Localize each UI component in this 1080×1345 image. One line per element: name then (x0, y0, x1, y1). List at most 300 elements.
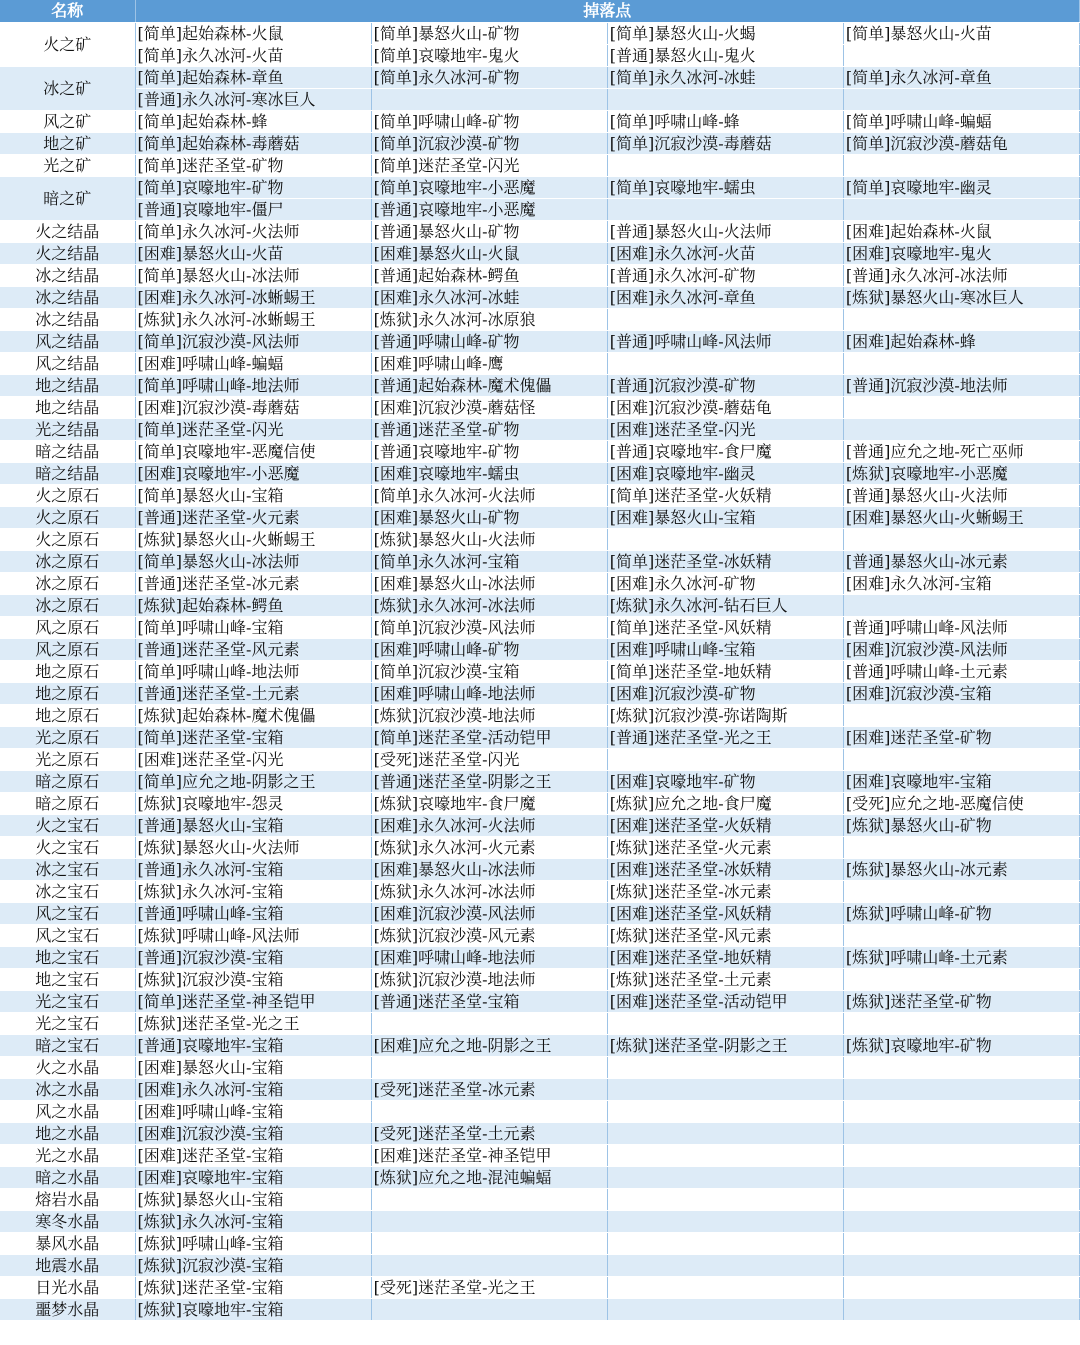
drop-location-cell: [炼狱]呼啸山峰-土元素 (843, 946, 1079, 968)
material-name-cell: 光之原石 (0, 748, 135, 770)
table-row (0, 66, 1080, 88)
material-name-cell: 冰之结晶 (0, 286, 135, 308)
drop-location-cell: [简单]永久冰河-矿物 (371, 66, 607, 88)
drop-location-cell: [困难]迷茫圣堂-宝箱 (135, 1144, 371, 1166)
table-row (0, 22, 1080, 44)
drop-location-cell: [简单]起始森林-毒蘑菇 (135, 132, 371, 154)
drop-location-cell: [困难]暴怒火山-火蜥蜴王 (843, 506, 1079, 528)
table-body (0, 22, 1080, 1320)
material-name-cell: 风之结晶 (0, 330, 135, 352)
drop-location-cell (843, 704, 1079, 726)
drop-location-cell: [简单]迷茫圣堂-矿物 (135, 154, 371, 176)
drop-location-cell: [简单]永久冰河-火法师 (135, 220, 371, 242)
table-row (0, 572, 1080, 594)
table-row (0, 1034, 1080, 1056)
table-row (0, 1166, 1080, 1188)
column-header-name: 名称 (0, 0, 135, 22)
material-name-cell: 冰之结晶 (0, 264, 135, 286)
drop-location-cell: [困难]沉寂沙漠-风法师 (843, 638, 1079, 660)
drop-location-cell: [简单]暴怒火山-冰法师 (135, 264, 371, 286)
drop-location-cell: [炼狱]哀嚎地牢-食尸魔 (371, 792, 607, 814)
drop-location-cell: [炼狱]暴怒火山-宝箱 (135, 1188, 371, 1210)
drop-location-cell (607, 1232, 843, 1254)
material-name-cell: 熔岩水晶 (0, 1188, 135, 1210)
material-name-cell: 地之原石 (0, 704, 135, 726)
table-row (0, 1144, 1080, 1166)
table-row (0, 924, 1080, 946)
drop-location-cell: [炼狱]永久冰河-冰原狼 (371, 308, 607, 330)
table-row (0, 1210, 1080, 1232)
drop-location-cell (843, 1188, 1079, 1210)
drop-location-cell: [困难]沉寂沙漠-风法师 (371, 902, 607, 924)
drop-location-cell: [炼狱]迷茫圣堂-冰元素 (607, 880, 843, 902)
drop-location-cell: [炼狱]沉寂沙漠-宝箱 (135, 1254, 371, 1276)
drop-location-cell (607, 528, 843, 550)
drop-location-cell: [简单]永久冰河-火法师 (371, 484, 607, 506)
drop-location-cell: [炼狱]迷茫圣堂-阴影之王 (607, 1034, 843, 1056)
drop-location-cell (843, 1144, 1079, 1166)
material-name-cell: 风之矿 (0, 110, 135, 132)
drop-location-cell: [普通]永久冰河-矿物 (607, 264, 843, 286)
drop-location-cell: [炼狱]永久冰河-冰法师 (371, 880, 607, 902)
drop-location-cell: [炼狱]迷茫圣堂-风元素 (607, 924, 843, 946)
drop-location-cell: [炼狱]迷茫圣堂-宝箱 (135, 1276, 371, 1298)
material-name-cell: 火之水晶 (0, 1056, 135, 1078)
drop-location-cell: [炼狱]迷茫圣堂-火元素 (607, 836, 843, 858)
table-row (0, 242, 1080, 264)
drop-location-cell (607, 88, 843, 110)
table-row (0, 638, 1080, 660)
table-row (0, 990, 1080, 1012)
table-row (0, 440, 1080, 462)
material-name-cell: 地之结晶 (0, 374, 135, 396)
table-row (0, 792, 1080, 814)
drop-location-cell (843, 1298, 1079, 1320)
drop-location-cell (843, 1078, 1079, 1100)
drop-location-cell: [炼狱]呼啸山峰-矿物 (843, 902, 1079, 924)
material-name-cell: 地之原石 (0, 660, 135, 682)
table-row (0, 968, 1080, 990)
drop-location-cell: [困难]永久冰河-宝箱 (135, 1078, 371, 1100)
material-name-cell: 火之结晶 (0, 220, 135, 242)
drop-location-cell (843, 198, 1079, 220)
material-name-cell: 火之原石 (0, 528, 135, 550)
table-row (0, 154, 1080, 176)
drop-location-cell: [困难]永久冰河-章鱼 (607, 286, 843, 308)
table-row (0, 704, 1080, 726)
drop-location-cell: [困难]应允之地-阴影之王 (371, 1034, 607, 1056)
material-name-cell: 光之结晶 (0, 418, 135, 440)
table-row (0, 1012, 1080, 1034)
drop-location-cell (843, 1232, 1079, 1254)
drop-location-cell: [简单]迷茫圣堂-宝箱 (135, 726, 371, 748)
drop-location-cell: [普通]哀嚎地牢-小恶魔 (371, 198, 607, 220)
table-row (0, 462, 1080, 484)
table-row (0, 1188, 1080, 1210)
drop-location-cell: [困难]暴怒火山-宝箱 (135, 1056, 371, 1078)
drop-location-cell: [普通]暴怒火山-冰元素 (843, 550, 1079, 572)
drop-location-cell: [炼狱]哀嚎地牢-矿物 (843, 1034, 1079, 1056)
material-name-cell: 冰之结晶 (0, 308, 135, 330)
table-row (0, 88, 1080, 110)
drop-location-cell: [普通]暴怒火山-火法师 (607, 220, 843, 242)
drop-location-cell: [困难]呼啸山峰-蝙蝠 (135, 352, 371, 374)
material-name-cell: 风之原石 (0, 616, 135, 638)
drop-location-cell: [普通]迷茫圣堂-火元素 (135, 506, 371, 528)
material-name-cell: 风之结晶 (0, 352, 135, 374)
table-row (0, 902, 1080, 924)
drop-location-cell: [简单]暴怒火山-冰法师 (135, 550, 371, 572)
drop-location-cell (371, 1188, 607, 1210)
drop-location-cell (843, 1012, 1079, 1034)
drop-location-cell: [普通]迷茫圣堂-光之王 (607, 726, 843, 748)
drop-location-cell: [炼狱]沉寂沙漠-地法师 (371, 968, 607, 990)
drop-location-cell: [炼狱]沉寂沙漠-弥诺陶斯 (607, 704, 843, 726)
drop-location-cell: [困难]沉寂沙漠-宝箱 (843, 682, 1079, 704)
drop-location-cell (371, 1012, 607, 1034)
drop-location-cell: [困难]永久冰河-火苗 (607, 242, 843, 264)
table-row (0, 726, 1080, 748)
drop-location-cell: [困难]迷茫圣堂-风妖精 (607, 902, 843, 924)
drop-location-cell: [简单]呼啸山峰-地法师 (135, 660, 371, 682)
table-row (0, 418, 1080, 440)
drop-location-cell (843, 1276, 1079, 1298)
drop-location-cell (607, 1122, 843, 1144)
drop-location-cell (371, 1254, 607, 1276)
drop-location-cell (843, 1210, 1079, 1232)
drop-location-cell: [困难]沉寂沙漠-蘑菇龟 (607, 396, 843, 418)
drop-location-cell: [简单]暴怒火山-宝箱 (135, 484, 371, 506)
drop-location-cell: [困难]哀嚎地牢-小恶魔 (135, 462, 371, 484)
table-row (0, 858, 1080, 880)
drop-location-cell (843, 1166, 1079, 1188)
table-row (0, 308, 1080, 330)
drop-location-cell: [炼狱]起始森林-魔术傀儡 (135, 704, 371, 726)
table-row (0, 374, 1080, 396)
drop-location-cell (843, 1254, 1079, 1276)
drop-location-cell (371, 88, 607, 110)
drop-location-cell: [普通]暴怒火山-鬼火 (607, 44, 843, 66)
drop-location-cell: [困难]呼啸山峰-矿物 (371, 638, 607, 660)
table-row (0, 1122, 1080, 1144)
drop-location-cell: [普通]应允之地-死亡巫师 (843, 440, 1079, 462)
drop-location-cell: [普通]沉寂沙漠-宝箱 (135, 946, 371, 968)
table-row (0, 1298, 1080, 1320)
material-name-cell: 地之结晶 (0, 396, 135, 418)
drop-location-cell (607, 308, 843, 330)
drop-location-cell: [简单]沉寂沙漠-风法师 (371, 616, 607, 638)
table-row (0, 198, 1080, 220)
drop-location-cell: [简单]迷茫圣堂-活动铠甲 (371, 726, 607, 748)
drop-location-cell: [困难]迷茫圣堂-闪光 (607, 418, 843, 440)
table-row (0, 44, 1080, 66)
drop-location-cell: [简单]迷茫圣堂-火妖精 (607, 484, 843, 506)
material-name-cell: 地震水晶 (0, 1254, 135, 1276)
drop-location-cell (607, 1056, 843, 1078)
table-row (0, 396, 1080, 418)
drop-location-cell (607, 154, 843, 176)
drop-location-cell: [简单]暴怒火山-火苗 (843, 22, 1079, 44)
drop-location-cell: [简单]迷茫圣堂-神圣铠甲 (135, 990, 371, 1012)
drop-location-cell (607, 1166, 843, 1188)
drop-location-cell: [普通]哀嚎地牢-食尸魔 (607, 440, 843, 462)
drop-location-cell: [困难]暴怒火山-火鼠 (371, 242, 607, 264)
drop-location-cell: [简单]沉寂沙漠-毒蘑菇 (607, 132, 843, 154)
table-row (0, 770, 1080, 792)
table-row (0, 110, 1080, 132)
drop-location-cell: [普通]永久冰河-宝箱 (135, 858, 371, 880)
material-name-cell: 暗之原石 (0, 792, 135, 814)
drop-location-cell (843, 396, 1079, 418)
drop-location-cell: [炼狱]哀嚎地牢-怨灵 (135, 792, 371, 814)
material-name-cell: 冰之水晶 (0, 1078, 135, 1100)
drop-location-cell: [简单]应允之地-阴影之王 (135, 770, 371, 792)
table-row (0, 594, 1080, 616)
material-name-cell: 冰之原石 (0, 572, 135, 594)
drop-location-cell: [困难]暴怒火山-矿物 (371, 506, 607, 528)
drop-location-cell: [普通]呼啸山峰-宝箱 (135, 902, 371, 924)
material-name-cell: 冰之矿 (0, 66, 135, 110)
material-name-cell: 火之原石 (0, 506, 135, 528)
drop-location-cell: [简单]沉寂沙漠-蘑菇龟 (843, 132, 1079, 154)
drop-location-cell: [普通]迷茫圣堂-风元素 (135, 638, 371, 660)
drop-location-cell: [普通]呼啸山峰-风法师 (607, 330, 843, 352)
drop-location-cell (607, 352, 843, 374)
drop-location-cell (607, 1012, 843, 1034)
table-row (0, 132, 1080, 154)
drop-location-cell: [困难]哀嚎地牢-矿物 (607, 770, 843, 792)
drop-location-cell (843, 1100, 1079, 1122)
drop-location-cell: [困难]永久冰河-冰蜥蜴王 (135, 286, 371, 308)
drop-location-cell: [普通]哀嚎地牢-僵尸 (135, 198, 371, 220)
drop-location-cell (371, 1100, 607, 1122)
drop-location-cell (371, 1232, 607, 1254)
drop-location-cell (607, 198, 843, 220)
drop-location-cell: [困难]哀嚎地牢-鬼火 (843, 242, 1079, 264)
material-name-cell: 风之原石 (0, 638, 135, 660)
drop-location-cell (843, 528, 1079, 550)
table-row (0, 220, 1080, 242)
table-row (0, 528, 1080, 550)
material-name-cell: 光之宝石 (0, 1012, 135, 1034)
drop-location-cell: [受死]迷茫圣堂-闪光 (371, 748, 607, 770)
drop-location-cell: [炼狱]永久冰河-冰法师 (371, 594, 607, 616)
drop-location-cell: [受死]迷茫圣堂-冰元素 (371, 1078, 607, 1100)
drop-location-cell (607, 1144, 843, 1166)
drop-location-cell: [普通]哀嚎地牢-矿物 (371, 440, 607, 462)
drop-location-cell: [炼狱]应允之地-食尸魔 (607, 792, 843, 814)
table-row (0, 748, 1080, 770)
drop-location-cell: [简单]永久冰河-冰蛙 (607, 66, 843, 88)
material-name-cell: 冰之宝石 (0, 880, 135, 902)
drop-location-cell (607, 1210, 843, 1232)
material-name-cell: 光之水晶 (0, 1144, 135, 1166)
drop-location-cell: [炼狱]暴怒火山-火法师 (135, 836, 371, 858)
drop-location-cell (843, 418, 1079, 440)
drop-location-cell: [困难]沉寂沙漠-矿物 (607, 682, 843, 704)
drop-location-cell (843, 1056, 1079, 1078)
material-name-cell: 地之矿 (0, 132, 135, 154)
drop-location-cell: [普通]暴怒火山-宝箱 (135, 814, 371, 836)
drop-location-cell (607, 1188, 843, 1210)
drop-location-cell: [普通]沉寂沙漠-矿物 (607, 374, 843, 396)
drop-location-cell (607, 748, 843, 770)
drop-location-cell (843, 880, 1079, 902)
drop-location-cell: [困难]哀嚎地牢-宝箱 (135, 1166, 371, 1188)
table-header-row (0, 0, 1080, 22)
material-name-cell: 地之宝石 (0, 968, 135, 990)
material-name-cell: 风之宝石 (0, 902, 135, 924)
drop-location-cell: [简单]沉寂沙漠-矿物 (371, 132, 607, 154)
column-header-drops: 掉落点 (135, 0, 1079, 22)
drop-location-cell: [困难]呼啸山峰-宝箱 (135, 1100, 371, 1122)
drop-location-cell: [普通]暴怒火山-火法师 (843, 484, 1079, 506)
drop-location-cell: [炼狱]哀嚎地牢-小恶魔 (843, 462, 1079, 484)
material-name-cell: 噩梦水晶 (0, 1298, 135, 1320)
table-row (0, 1276, 1080, 1298)
drop-location-cell: [普通]沉寂沙漠-地法师 (843, 374, 1079, 396)
drop-location-cell: [普通]永久冰河-寒冰巨人 (135, 88, 371, 110)
drop-location-cell: [困难]暴怒火山-火苗 (135, 242, 371, 264)
drop-location-cell: [困难]迷茫圣堂-活动铠甲 (607, 990, 843, 1012)
drop-location-cell (843, 594, 1079, 616)
table-row (0, 836, 1080, 858)
drop-location-cell: [困难]永久冰河-矿物 (607, 572, 843, 594)
drop-location-cell: [简单]哀嚎地牢-幽灵 (843, 176, 1079, 198)
drop-location-cell (843, 924, 1079, 946)
material-name-cell: 暗之水晶 (0, 1166, 135, 1188)
drop-location-cell: [普通]呼啸山峰-矿物 (371, 330, 607, 352)
drop-location-cell (843, 88, 1079, 110)
drop-location-cell: [困难]暴怒火山-宝箱 (607, 506, 843, 528)
drop-location-cell (371, 1210, 607, 1232)
table-row (0, 880, 1080, 902)
material-name-cell: 火之宝石 (0, 836, 135, 858)
material-name-cell: 风之水晶 (0, 1100, 135, 1122)
material-name-cell: 冰之原石 (0, 550, 135, 572)
drop-location-cell: [普通]起始森林-魔术傀儡 (371, 374, 607, 396)
drop-location-cell: [简单]暴怒火山-矿物 (371, 22, 607, 44)
drop-location-cell: [困难]暴怒火山-冰法师 (371, 572, 607, 594)
material-name-cell: 风之宝石 (0, 924, 135, 946)
material-name-cell: 火之宝石 (0, 814, 135, 836)
table-row (0, 352, 1080, 374)
drop-location-cell: [炼狱]迷茫圣堂-土元素 (607, 968, 843, 990)
drop-location-cell: [简单]迷茫圣堂-地妖精 (607, 660, 843, 682)
drop-location-cell: [困难]永久冰河-火法师 (371, 814, 607, 836)
drop-location-cell: [普通]呼啸山峰-土元素 (843, 660, 1079, 682)
table-row (0, 264, 1080, 286)
drop-location-cell: [简单]沉寂沙漠-风法师 (135, 330, 371, 352)
drop-location-cell (607, 1078, 843, 1100)
table-row (0, 330, 1080, 352)
table-row (0, 682, 1080, 704)
drop-location-cell: [简单]起始森林-蜂 (135, 110, 371, 132)
drop-location-cell: [普通]迷茫圣堂-土元素 (135, 682, 371, 704)
drop-location-cell (843, 308, 1079, 330)
drop-location-cell: [困难]永久冰河-宝箱 (843, 572, 1079, 594)
drop-location-cell: [炼狱]暴怒火山-火蜥蜴王 (135, 528, 371, 550)
drop-location-cell (607, 1276, 843, 1298)
material-name-cell: 日光水晶 (0, 1276, 135, 1298)
drop-location-cell: [简单]迷茫圣堂-风妖精 (607, 616, 843, 638)
drop-location-cell (843, 968, 1079, 990)
drop-location-cell: [炼狱]暴怒火山-冰元素 (843, 858, 1079, 880)
material-name-cell: 暴风水晶 (0, 1232, 135, 1254)
drop-location-cell: [困难]哀嚎地牢-宝箱 (843, 770, 1079, 792)
drop-location-cell (843, 1122, 1079, 1144)
drop-location-cell: [普通]哀嚎地牢-宝箱 (135, 1034, 371, 1056)
drop-location-cell: [炼狱]哀嚎地牢-宝箱 (135, 1298, 371, 1320)
drop-location-cell: [炼狱]呼啸山峰-风法师 (135, 924, 371, 946)
drop-location-cell: [炼狱]永久冰河-宝箱 (135, 1210, 371, 1232)
drop-location-cell: [简单]起始森林-章鱼 (135, 66, 371, 88)
drop-location-cell: [受死]应允之地-恶魔信使 (843, 792, 1079, 814)
drop-location-cell: [困难]迷茫圣堂-地妖精 (607, 946, 843, 968)
drop-location-cell (607, 1100, 843, 1122)
table-row (0, 1232, 1080, 1254)
drop-location-cell: [受死]迷茫圣堂-光之王 (371, 1276, 607, 1298)
drop-location-cell: [简单]呼啸山峰-地法师 (135, 374, 371, 396)
drop-location-cell (843, 836, 1079, 858)
drop-location-cell (607, 1254, 843, 1276)
table-row (0, 1254, 1080, 1276)
drop-location-cell: [简单]永久冰河-章鱼 (843, 66, 1079, 88)
material-name-cell: 寒冬水晶 (0, 1210, 135, 1232)
drop-location-cell: [简单]起始森林-火鼠 (135, 22, 371, 44)
drop-location-cell: [困难]迷茫圣堂-火妖精 (607, 814, 843, 836)
drop-location-cell: [简单]哀嚎地牢-矿物 (135, 176, 371, 198)
material-name-cell: 火之结晶 (0, 242, 135, 264)
drop-location-cell: [炼狱]迷茫圣堂-光之王 (135, 1012, 371, 1034)
drop-location-cell (371, 1298, 607, 1320)
drop-location-cell: [困难]起始森林-蜂 (843, 330, 1079, 352)
table-row (0, 506, 1080, 528)
drop-location-cell: [炼狱]沉寂沙漠-风元素 (371, 924, 607, 946)
material-name-cell: 地之水晶 (0, 1122, 135, 1144)
drop-location-cell: [普通]迷茫圣堂-冰元素 (135, 572, 371, 594)
drop-location-cell: [困难]起始森林-火鼠 (843, 220, 1079, 242)
drop-location-cell: [简单]呼啸山峰-蝙蝠 (843, 110, 1079, 132)
drop-location-cell: [简单]永久冰河-宝箱 (371, 550, 607, 572)
drop-location-cell: [简单]永久冰河-火苗 (135, 44, 371, 66)
drop-location-cell: [困难]沉寂沙漠-毒蘑菇 (135, 396, 371, 418)
material-name-cell: 火之矿 (0, 22, 135, 66)
table-row (0, 814, 1080, 836)
drop-location-cell: [炼狱]沉寂沙漠-宝箱 (135, 968, 371, 990)
material-name-cell: 火之原石 (0, 484, 135, 506)
drop-location-cell: [炼狱]永久冰河-火元素 (371, 836, 607, 858)
drop-location-cell: [困难]呼啸山峰-鹰 (371, 352, 607, 374)
table-row (0, 1100, 1080, 1122)
drop-location-cell: [简单]迷茫圣堂-闪光 (371, 154, 607, 176)
material-name-cell: 地之原石 (0, 682, 135, 704)
drop-location-cell: [炼狱]永久冰河-钻石巨人 (607, 594, 843, 616)
material-name-cell: 暗之原石 (0, 770, 135, 792)
drop-location-cell: [困难]迷茫圣堂-神圣铠甲 (371, 1144, 607, 1166)
drop-location-cell: [炼狱]永久冰河-宝箱 (135, 880, 371, 902)
drop-location-cell: [炼狱]暴怒火山-火法师 (371, 528, 607, 550)
table-row (0, 176, 1080, 198)
material-name-cell: 暗之结晶 (0, 462, 135, 484)
material-name-cell: 暗之结晶 (0, 440, 135, 462)
drop-location-cell: [简单]暴怒火山-火蝎 (607, 22, 843, 44)
drop-location-cell: [困难]哀嚎地牢-幽灵 (607, 462, 843, 484)
drop-location-cell: [炼狱]暴怒火山-矿物 (843, 814, 1079, 836)
drop-location-cell: [困难]迷茫圣堂-矿物 (843, 726, 1079, 748)
drop-location-cell: [普通]呼啸山峰-风法师 (843, 616, 1079, 638)
table-row (0, 660, 1080, 682)
